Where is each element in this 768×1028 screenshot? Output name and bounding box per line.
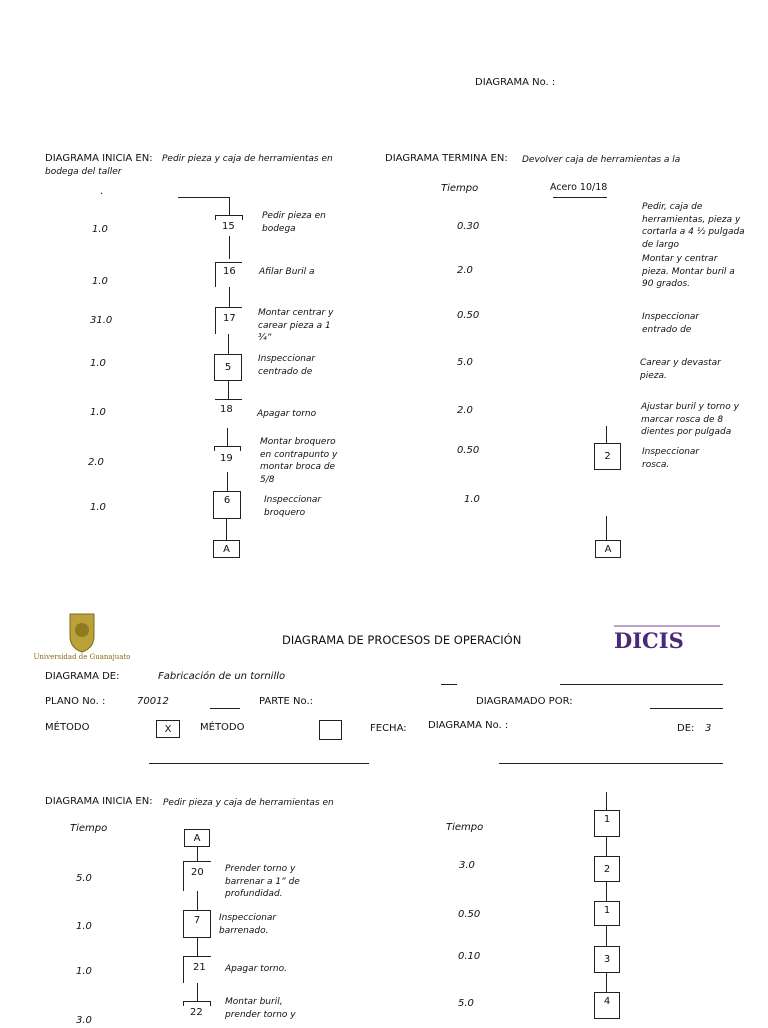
flow-line bbox=[606, 882, 607, 901]
flow-line bbox=[197, 891, 198, 911]
tiempo-header: Tiempo bbox=[446, 822, 484, 833]
flow-line bbox=[606, 426, 607, 444]
inspection-box: 5 bbox=[214, 354, 242, 381]
dicis-logo-text: DICIS bbox=[614, 628, 684, 653]
step-description: Inspeccionar centrado de bbox=[258, 354, 316, 377]
operation-bar bbox=[183, 1001, 211, 1002]
flow-line bbox=[214, 446, 215, 451]
operation-number: 22 bbox=[190, 1007, 203, 1018]
page-title: DIAGRAMA DE PROCESOS DE OPERACIÓN bbox=[282, 633, 522, 647]
plan-number-value: 70012 bbox=[137, 696, 169, 707]
step-description: Inspeccionar rosca. bbox=[642, 447, 700, 470]
dicis-logo bbox=[612, 622, 722, 654]
flow-line bbox=[227, 472, 228, 492]
time-value: 3.0 bbox=[76, 1015, 92, 1026]
blank-line bbox=[149, 763, 369, 764]
flow-line bbox=[242, 215, 243, 220]
plan-number-label: PLANO No. : bbox=[45, 696, 106, 707]
inspection-box: 1 bbox=[594, 901, 620, 926]
time-value: 1.0 bbox=[92, 224, 108, 235]
flow-line bbox=[215, 262, 242, 263]
date-label: FECHA: bbox=[370, 723, 407, 734]
connector-a: A bbox=[213, 540, 240, 558]
inspection-box: 4 bbox=[594, 992, 620, 1019]
time-value: 1.0 bbox=[90, 358, 106, 369]
time-value: 0.50 bbox=[457, 445, 480, 456]
inspection-box: 2 bbox=[594, 443, 621, 470]
step-description: Pedir pieza en bodega bbox=[262, 211, 326, 234]
university-logo bbox=[33, 612, 131, 664]
flow-line bbox=[183, 956, 184, 983]
time-value: 0.50 bbox=[457, 310, 480, 321]
part-number-label: PARTE No.: bbox=[259, 696, 314, 707]
step-description: Montar broquero en contrapunto y montar broca de 5/8 bbox=[260, 437, 338, 485]
time-value: 1.0 bbox=[90, 502, 106, 513]
inspection-box: 7 bbox=[183, 910, 211, 938]
time-value: 5.0 bbox=[458, 998, 474, 1009]
method-checkbox-proposed[interactable] bbox=[319, 720, 342, 740]
operation-number: 21 bbox=[193, 962, 206, 973]
time-value: 2.0 bbox=[457, 405, 473, 416]
flow-line bbox=[183, 861, 184, 891]
flow-line bbox=[215, 307, 216, 334]
time-value: 3.0 bbox=[459, 860, 475, 871]
method-label: MÉTODO bbox=[45, 722, 90, 733]
inspection-box: 3 bbox=[594, 946, 620, 973]
step-description: Montar centrar y carear pieza a 1 ¾” bbox=[258, 308, 334, 343]
flow-line bbox=[197, 847, 198, 861]
flow-line bbox=[229, 236, 230, 259]
flow-line bbox=[227, 428, 228, 446]
step-description: Pedir, caja de herramientas, pieza y cortarla a 4 ½ pulgada de largo bbox=[642, 202, 745, 250]
time-value: 0.50 bbox=[458, 909, 481, 920]
diagram-number-label: DIAGRAMA No. : bbox=[428, 720, 509, 731]
diagram-ends-label: DIAGRAMA TERMINA EN: bbox=[385, 153, 508, 164]
diagram-starts-value: Pedir pieza y caja de herramientas en bodega del taller bbox=[45, 154, 333, 177]
inspection-box: 6 bbox=[213, 491, 241, 519]
step-description: Inspeccionar barrenado. bbox=[219, 913, 277, 936]
diagrammed-by-label: DIAGRAMADO POR: bbox=[476, 696, 573, 707]
flow-line bbox=[226, 519, 227, 540]
of-value: 3 bbox=[705, 723, 712, 734]
diagram-starts-label: DIAGRAMA INICIA EN: bbox=[45, 796, 153, 807]
inspection-box: 1 bbox=[594, 810, 620, 837]
operation-bar bbox=[214, 446, 241, 447]
material-label: Acero 10/18 bbox=[550, 182, 608, 193]
flow-line bbox=[197, 983, 198, 1001]
diagram-ends-value: Devolver caja de herramientas a la bbox=[522, 155, 681, 165]
operation-number: 17 bbox=[223, 313, 236, 324]
diagram-starts-label: DIAGRAMA INICIA EN: bbox=[45, 153, 153, 164]
step-description: Apagar torno. bbox=[225, 964, 287, 974]
flow-line bbox=[183, 956, 211, 957]
flow-line bbox=[606, 837, 607, 856]
flow-line bbox=[215, 307, 242, 308]
operation-number: 18 bbox=[220, 404, 233, 415]
time-value: 1.0 bbox=[90, 407, 106, 418]
time-value: 2.0 bbox=[88, 457, 104, 468]
inspection-box: 2 bbox=[594, 856, 620, 882]
flow-line bbox=[183, 861, 211, 862]
step-description: Carear y devastar pieza. bbox=[640, 358, 721, 381]
step-description: Montar y centrar pieza. Montar buril a 90 grados. bbox=[642, 254, 735, 289]
blank-line bbox=[441, 684, 457, 685]
stray-dot: . bbox=[100, 186, 104, 197]
diagram-starts-value: Pedir pieza y caja de herramientas en bbox=[163, 798, 334, 808]
flow-line bbox=[228, 334, 229, 354]
step-description: Prender torno y barrenar a 1” de profundidad. bbox=[225, 864, 300, 899]
time-value: 1.0 bbox=[92, 276, 108, 287]
blank-line bbox=[499, 763, 723, 764]
step-description: Apagar torno bbox=[257, 409, 317, 419]
operation-number: 19 bbox=[220, 453, 233, 464]
flow-line bbox=[606, 516, 607, 540]
diagram-number-label: DIAGRAMA No. : bbox=[475, 77, 556, 88]
step-description: Inspeccionar broquero bbox=[264, 495, 322, 518]
operation-bar bbox=[215, 215, 243, 216]
flow-line bbox=[210, 1001, 211, 1006]
time-value: 1.0 bbox=[76, 921, 92, 932]
method-checkbox-current[interactable]: X bbox=[156, 720, 180, 738]
operation-number: 16 bbox=[223, 266, 236, 277]
connector-a: A bbox=[184, 829, 210, 847]
method-label: MÉTODO bbox=[200, 722, 245, 733]
step-description: Afilar Buril a bbox=[259, 267, 315, 277]
flow-line bbox=[215, 262, 216, 287]
flow-line bbox=[606, 926, 607, 946]
tiempo-header: Tiempo bbox=[441, 183, 479, 194]
blank-line bbox=[650, 708, 723, 709]
operation-number: 15 bbox=[222, 221, 235, 232]
flow-line bbox=[229, 197, 230, 215]
flow-line bbox=[215, 215, 216, 220]
university-logo-text: Universidad de Guanajuato bbox=[33, 653, 131, 661]
diagram-of-value: Fabricación de un tornillo bbox=[158, 671, 286, 682]
flow-line bbox=[197, 938, 198, 956]
flow-line bbox=[606, 792, 607, 810]
blank-line bbox=[560, 684, 723, 685]
time-value: 5.0 bbox=[457, 357, 473, 368]
of-label: DE: bbox=[677, 723, 695, 734]
flow-line bbox=[178, 197, 230, 198]
flow-line bbox=[183, 1001, 184, 1006]
step-description: Ajustar buril y torno y marcar rosca de 8 dientes por pulgada bbox=[641, 402, 739, 437]
step-description: Montar buril, prender torno y bbox=[225, 997, 296, 1020]
flow-line bbox=[229, 287, 230, 307]
time-value: 1.0 bbox=[464, 494, 480, 505]
time-value: 0.10 bbox=[458, 951, 481, 962]
tiempo-header: Tiempo bbox=[70, 823, 108, 834]
operation-number: 20 bbox=[191, 867, 204, 878]
time-value: 2.0 bbox=[457, 265, 473, 276]
flow-line bbox=[228, 381, 229, 399]
time-value: 31.0 bbox=[90, 315, 113, 326]
connector-a: A bbox=[595, 540, 621, 558]
time-value: 0.30 bbox=[457, 221, 480, 232]
operation-bar bbox=[215, 399, 242, 400]
material-underline bbox=[553, 197, 607, 198]
flow-line bbox=[240, 446, 241, 451]
flow-line bbox=[606, 973, 607, 992]
blank-line bbox=[210, 708, 240, 709]
time-value: 5.0 bbox=[76, 873, 92, 884]
time-value: 1.0 bbox=[76, 966, 92, 977]
diagram-of-label: DIAGRAMA DE: bbox=[45, 671, 120, 682]
step-description: Inspeccionar entrado de bbox=[642, 312, 700, 335]
